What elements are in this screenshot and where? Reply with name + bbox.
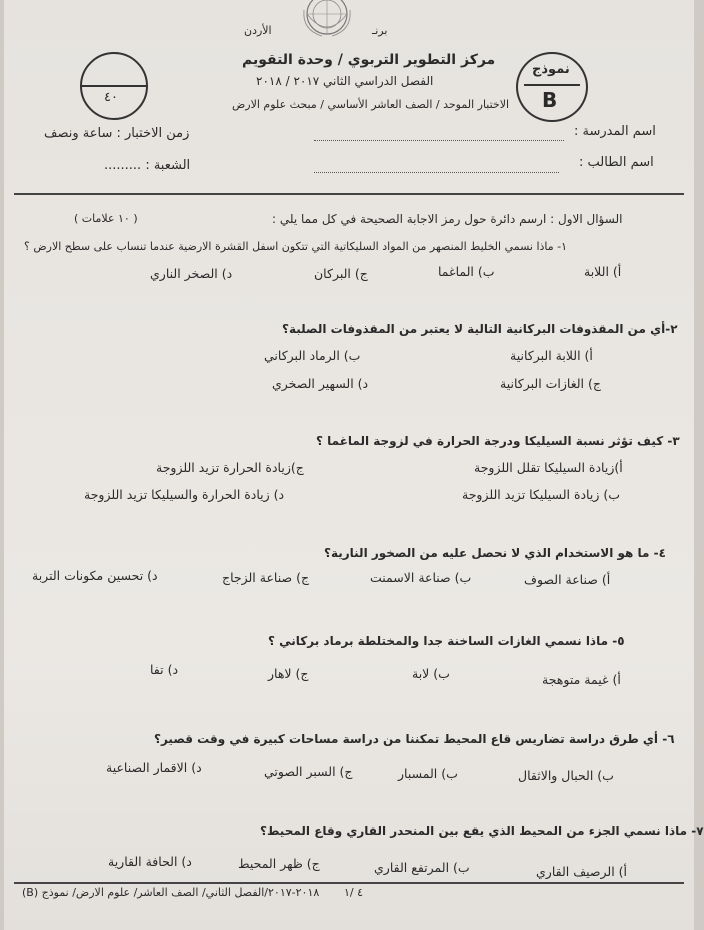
section-label: الشعبة : .........: [104, 158, 191, 173]
q6-option-b[interactable]: ب) المسبار: [398, 766, 458, 781]
q6-option-d[interactable]: د) الاقمار الصناعية: [106, 760, 202, 775]
q3-option-d[interactable]: د) زيادة الحرارة والسيليكا تزيد اللزوجة: [84, 487, 285, 502]
q3-option-b[interactable]: ب) زيادة السيليكا تزيد اللزوجة: [462, 487, 621, 502]
center-name: مركز التطوير التربوي / وحدة التقويم: [242, 52, 496, 68]
score-circle: [80, 52, 148, 120]
q4-option-c[interactable]: ج) صناعة الزجاج: [222, 570, 310, 585]
model-letter: B: [542, 88, 558, 112]
footer-page: ٤ /١: [344, 886, 364, 899]
q1-option-c[interactable]: ج) البركان: [314, 266, 368, 281]
header-divider: [14, 193, 684, 195]
q2-option-a[interactable]: أ) اللابة البركانية: [510, 348, 593, 363]
q3-option-c[interactable]: ج)زيادة الحرارة تزيد اللزوجة: [156, 460, 304, 475]
header-top-left: الأردن: [244, 24, 272, 37]
score-value: ٤٠: [104, 90, 118, 105]
q4-option-b[interactable]: ب) صناعة الاسمنت: [370, 570, 472, 585]
question-5: ٥- ماذا نسمي الغازات الساخنة جدا والمختلطة برماد بركاني ؟: [268, 634, 625, 648]
student-label: اسم الطالب :: [579, 155, 654, 170]
q4-option-a[interactable]: أ) صناعة الصوف: [524, 572, 611, 587]
section-title: السؤال الاول : ارسم دائرة حول رمز الاجابة الصحيحة في كل مما يلي :: [272, 212, 623, 226]
model-circle: [516, 52, 588, 122]
un-emblem-logo: [282, 0, 372, 48]
model-label: نموذج: [532, 62, 570, 77]
q1-option-b[interactable]: ب) الماغما: [438, 264, 495, 279]
q7-option-b[interactable]: ب) المرتفع القاري: [374, 860, 470, 875]
q4-option-d[interactable]: د) تحسين مكونات التربة: [32, 568, 158, 583]
exam-title: الاختبار الموحد / الصف العاشر الأساسي / مبحث علوم الارض: [232, 98, 510, 111]
q3-option-a[interactable]: أ)زيادة السيليكا تقلل اللزوجة: [474, 460, 623, 475]
q6-option-c[interactable]: ج) السبر الصوتي: [264, 764, 353, 779]
question-2: ٢-أي من المقذوفات البركانية التالية لا يعتبر من المقذوفات الصلبة؟: [282, 322, 678, 336]
q7-option-c[interactable]: ج) ظهر المحيط: [238, 856, 320, 871]
footer-divider: [14, 882, 684, 884]
q2-option-c[interactable]: ج) الغازات البركانية: [500, 376, 601, 391]
model-divider: [524, 84, 580, 86]
footer-info: ٢٠١٨-٢٠١٧/الفصل الثاني/ الصف العاشر/ علوم الارض/ نموذج (B): [22, 886, 320, 899]
q2-option-d[interactable]: د) السهير الصخري: [272, 376, 369, 391]
question-6: ٦- أي طرق دراسة تضاريس قاع المحيط تمكننا من دراسة مساحات كبيرة في وقت قصير؟: [154, 732, 675, 746]
q1-option-d[interactable]: د) الصخر الناري: [150, 266, 233, 281]
exam-page: [4, 0, 704, 930]
q5-option-d[interactable]: د) تفا: [150, 662, 179, 677]
exam-time: زمن الاختبار : ساعة ونصف: [44, 126, 190, 141]
q5-option-a[interactable]: أ) غيمة متوهجة: [542, 672, 621, 687]
q6-option-a[interactable]: ب) الحبال والاثقال: [518, 768, 614, 783]
semester: الفصل الدراسي الثاني ٢٠١٧ / ٢٠١٨: [256, 74, 434, 88]
school-label: اسم المدرسة :: [574, 124, 656, 139]
q7-option-d[interactable]: د) الحافة القارية: [108, 854, 192, 869]
q5-option-c[interactable]: ج) لاهار: [268, 666, 309, 681]
q2-option-b[interactable]: ب) الرماد البركاني: [264, 348, 361, 363]
question-4: ٤- ما هو الاستخدام الذي لا نحصل عليه من الصخور النارية؟: [324, 546, 666, 560]
score-divider: [82, 85, 146, 87]
school-field[interactable]: [314, 140, 564, 141]
q5-option-b[interactable]: ب) لابة: [412, 666, 450, 681]
question-7: ٧- ماذا نسمي الجزء من المحيط الذي يقع بين المنحدر القاري وقاع المحيط؟: [260, 824, 704, 838]
q7-option-a[interactable]: أ) الرصيف القاري: [536, 864, 628, 879]
q1-option-a[interactable]: أ) اللابة: [584, 264, 622, 279]
question-1: ١- ماذا نسمي الخليط المنصهر من المواد السليكاتية التي تتكون اسفل القشرة الارضية عندما تنساب على سطح الارض ؟: [24, 240, 568, 253]
section-marks: ( ١٠ علامات ): [74, 212, 138, 225]
header-top-right: برنـ: [372, 24, 388, 37]
student-field[interactable]: [314, 172, 559, 173]
question-3: ٣- كيف تؤثر نسبة السيليكا ودرجة الحرارة في لزوجة الماغما ؟: [316, 434, 680, 448]
